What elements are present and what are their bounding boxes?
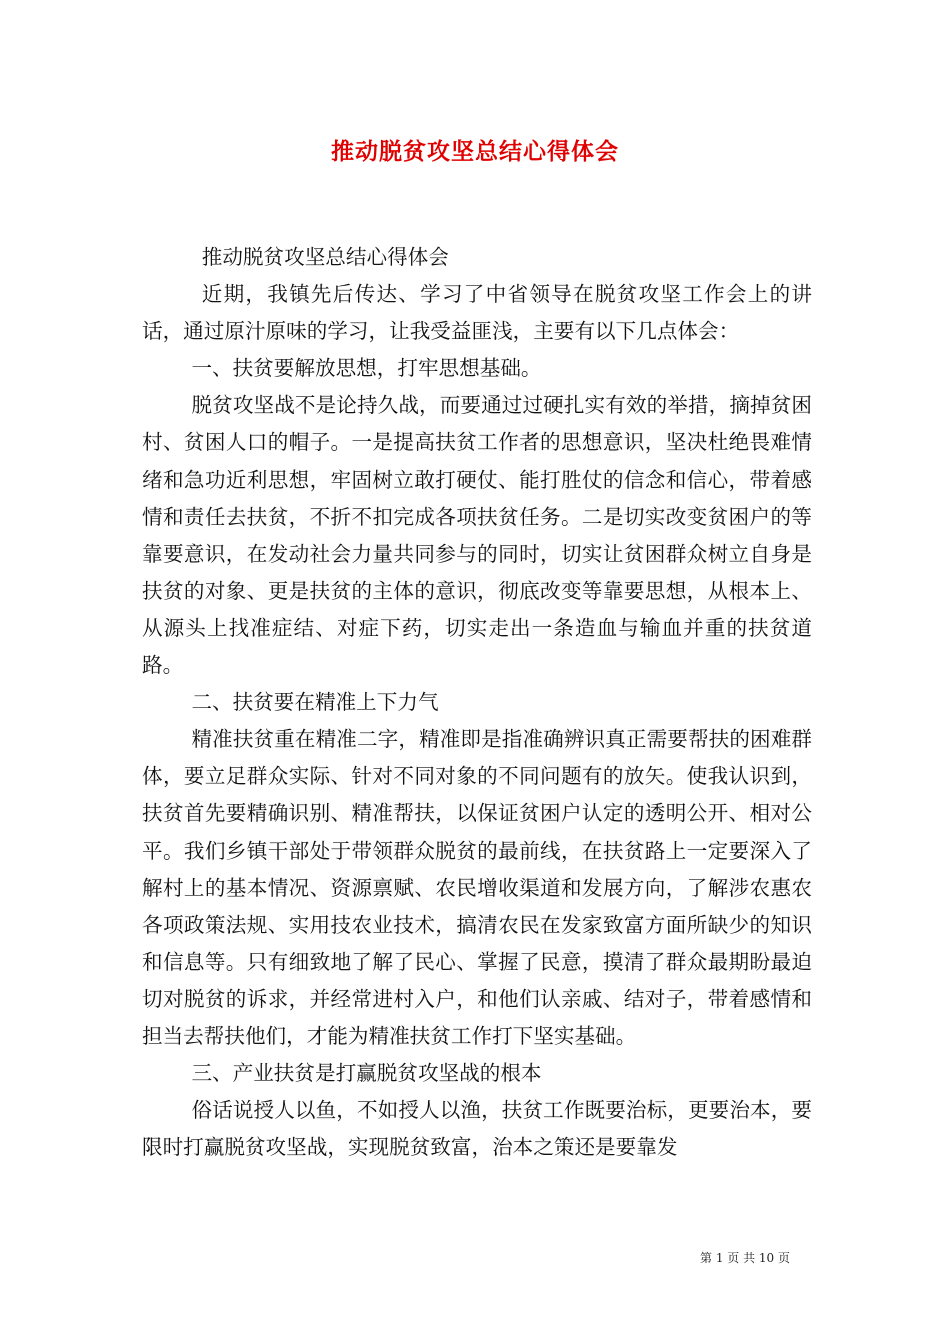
document-body	[142, 239, 812, 1166]
body-heading: 推动脱贫攻坚总结心得体会	[201, 245, 449, 269]
paragraph-section-3: 俗话说授人以鱼，不如授人以渔，扶贫工作既要治标，更要治本，要限时打赢脱贫攻坚战，实现脱贫致富，治本之策还是要靠发	[142, 1098, 812, 1160]
paragraph-section-1: 脱贫攻坚战不是论持久战，而要通过过硬扎实有效的举措，摘掉贫困村、贫困人口的帽子。一是提高扶贫工作者的思想意识，坚决杜绝畏难情绪和急功近利思想，牢固树立敢打硬仗、能打胜仗的信念和信心，带着感情和责任去扶贫，不折不扣完成各项扶贫任务。二是切实改变贫困户的等靠要意识，在发动社会力量共同参与的同时，切实让贫困群众树立自身是扶贫的对象、更是扶贫的主体的意识，彻底改变等靠要思想，从根本上、从源头上找准症结、对症下药，切实走出一条造血与输血并重的扶贫道路。	[142, 393, 812, 678]
section-heading-3: 三、产业扶贫是打赢脱贫攻坚战的根本	[191, 1061, 542, 1086]
paragraph-section-2: 精准扶贫重在精准二字，精准即是指准确辨识真正需要帮扶的困难群体，要立足群众实际、针对不同对象的不同问题有的放矢。使我认识到，扶贫首先要精确识别、精准帮扶，以保证贫困户认定的透明公开、相对公平。我们乡镇干部处于带领群众脱贫的最前线，在扶贫路上一定要深入了解村上的基本情况、资源禀赋、农民增收渠道和发展方向，了解涉农惠农各项政策法规、实用技农业技术，搞清农民在发家致富方面所缺少的知识和信息等。只有细致地了解了民心、掌握了民意，摸清了群众最期盼最迫切对脱贫的诉求，并经常进村入户，和他们认亲戚、结对子，带着感情和担当去帮扶他们，才能为精准扶贫工作打下坚实基础。	[142, 727, 812, 1048]
section-heading-2: 二、扶贫要在精准上下力气	[191, 690, 439, 715]
section-heading-1: 一、扶贫要解放思想，打牢思想基础。	[191, 356, 542, 381]
page-number: 第 1 页 共 10 页	[700, 1251, 790, 1265]
document-title: 推动脱贫攻坚总结心得体会	[331, 138, 619, 165]
paragraph-intro: 近期，我镇先后传达、学习了中省领导在脱贫攻坚工作会上的讲话，通过原汁原味的学习，让我受益匪浅，主要有以下几点体会：	[142, 282, 812, 344]
